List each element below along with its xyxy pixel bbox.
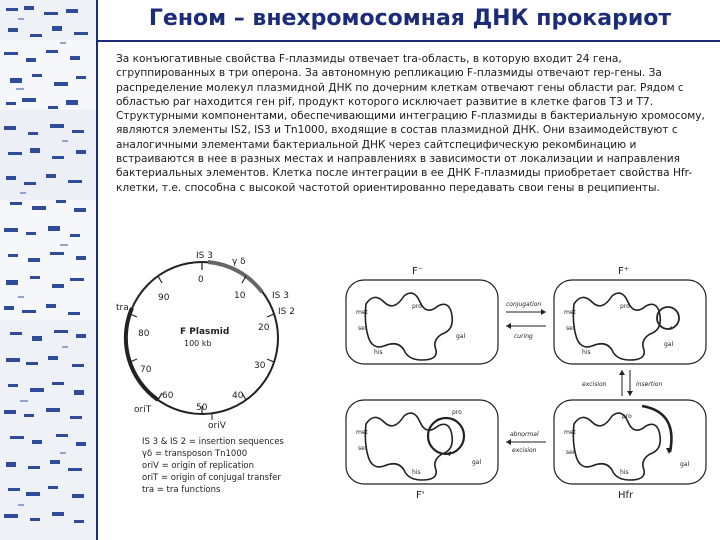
gene-his: his (374, 349, 383, 356)
label-oriv: oriV (208, 421, 226, 431)
figure-svg (112, 246, 716, 536)
gene-met: met (564, 309, 576, 316)
gene-gal: gal (664, 341, 674, 348)
label-is2: IS 2 (278, 307, 295, 317)
gel-bands-graphic (0, 0, 96, 540)
legend-line: IS 3 & IS 2 = insertion sequences (142, 437, 284, 447)
cell-f-plus (554, 280, 706, 364)
decorative-sidebar (0, 0, 96, 540)
gene-gal: gal (456, 333, 466, 340)
tick-0: 0 (198, 275, 204, 285)
gene-gal: gal (472, 459, 482, 466)
tick-50: 50 (196, 403, 208, 413)
f-prime-plasmid-circle (428, 418, 464, 454)
tra-region-arc (126, 308, 158, 400)
arrow-insertion-label: insertion (636, 381, 663, 388)
label-hfr: Hfr (618, 490, 634, 501)
legend-line: tra = tra functions (142, 485, 221, 495)
tick-40: 40 (232, 391, 244, 401)
tick-10: 10 (234, 291, 246, 301)
gene-ser: ser (358, 445, 368, 452)
gene-pro: pro (620, 303, 630, 310)
cells-diagram (346, 266, 706, 501)
title-underline (96, 40, 720, 42)
arrow-excision2-label: excision (512, 447, 537, 454)
legend-line: oriV = origin of replication (142, 461, 255, 471)
tick-60: 60 (162, 391, 174, 401)
gene-ser: ser (566, 449, 576, 456)
arrow-excision-label: excision (582, 381, 607, 388)
cell-f-minus (346, 280, 498, 364)
label-orit: oriT (134, 405, 152, 415)
arrow-conjugation-label: conjugation (506, 301, 542, 308)
gene-his: his (412, 469, 421, 476)
slide-title: Геном – внехромосомная ДНК прокариот (148, 6, 672, 31)
tick-70: 70 (140, 365, 152, 375)
label-tra: tra (116, 303, 129, 313)
legend-line: oriT = origin of conjugal transfer (142, 473, 281, 483)
plasmid-title: F Plasmid (180, 327, 230, 337)
gene-met: met (356, 309, 368, 316)
plasmid-size: 100 kb (184, 339, 212, 348)
arrow-curing-label: curing (514, 333, 533, 340)
gene-pro: pro (622, 413, 632, 420)
plasmid-map (116, 251, 295, 495)
plasmid-legend (142, 437, 284, 495)
label-f-minus: F⁻ (412, 266, 424, 277)
cell-f-prime (346, 400, 498, 484)
tick-90: 90 (158, 293, 170, 303)
gene-pro: pro (452, 409, 462, 416)
gene-his: his (582, 349, 591, 356)
label-is3-right: IS 3 (272, 291, 289, 301)
body-paragraph: За конъюгативные свойства F-плазмиды отвечает tra-область, в которую входит 24 гена, сгруппированных в три оперона. За автономную репликацию F-плазмиды отвечают rep-гены. За распределение молекул плазмидной ДНК по дочерним клеткам отвечают гены области par. Рядом с областью par находится ген pif, продукт которого исключает развитие в клетке фагов T3 и T7. Структурными компонентами, обеспечивающими интеграцию F-плазмиды в бактериальную хромосому, являются элементы IS2, IS3 и Tn1000, входящие в состав плазмидной ДНК. Они взаимодействуют с аналогичными элементами бактериальной ДНК через сайтспецифическую рекомбинацию и встраиваются в нее в разных местах и направлениях в зависимости от локализации и направления бактериальных элементов. Клетка после интеграции в ее ДНК F-плазмиды приобретает свойства Hfr-клетки, т.е. способна с высокой частотой ориентированно передавать свои гены в реципиенты. (116, 53, 705, 194)
figure-area (112, 246, 716, 536)
label-f-prime: F' (416, 490, 425, 501)
arrow-abnormal-label: abnormal (510, 431, 539, 438)
tick-30: 30 (254, 361, 266, 371)
legend-line: γδ = transposon Tn1000 (142, 449, 248, 459)
gene-met: met (564, 429, 576, 436)
vertical-rule (96, 0, 98, 540)
label-gamma-delta: γ δ (232, 257, 246, 267)
gene-ser: ser (566, 325, 576, 332)
gene-his: his (620, 469, 629, 476)
gene-met: met (356, 429, 368, 436)
tick-80: 80 (138, 329, 150, 339)
label-is3-top: IS 3 (196, 251, 213, 261)
label-f-plus: F⁺ (618, 266, 630, 277)
gene-gal: gal (680, 461, 690, 468)
gene-ser: ser (358, 325, 368, 332)
tick-20: 20 (258, 323, 270, 333)
gene-pro: pro (412, 303, 422, 310)
